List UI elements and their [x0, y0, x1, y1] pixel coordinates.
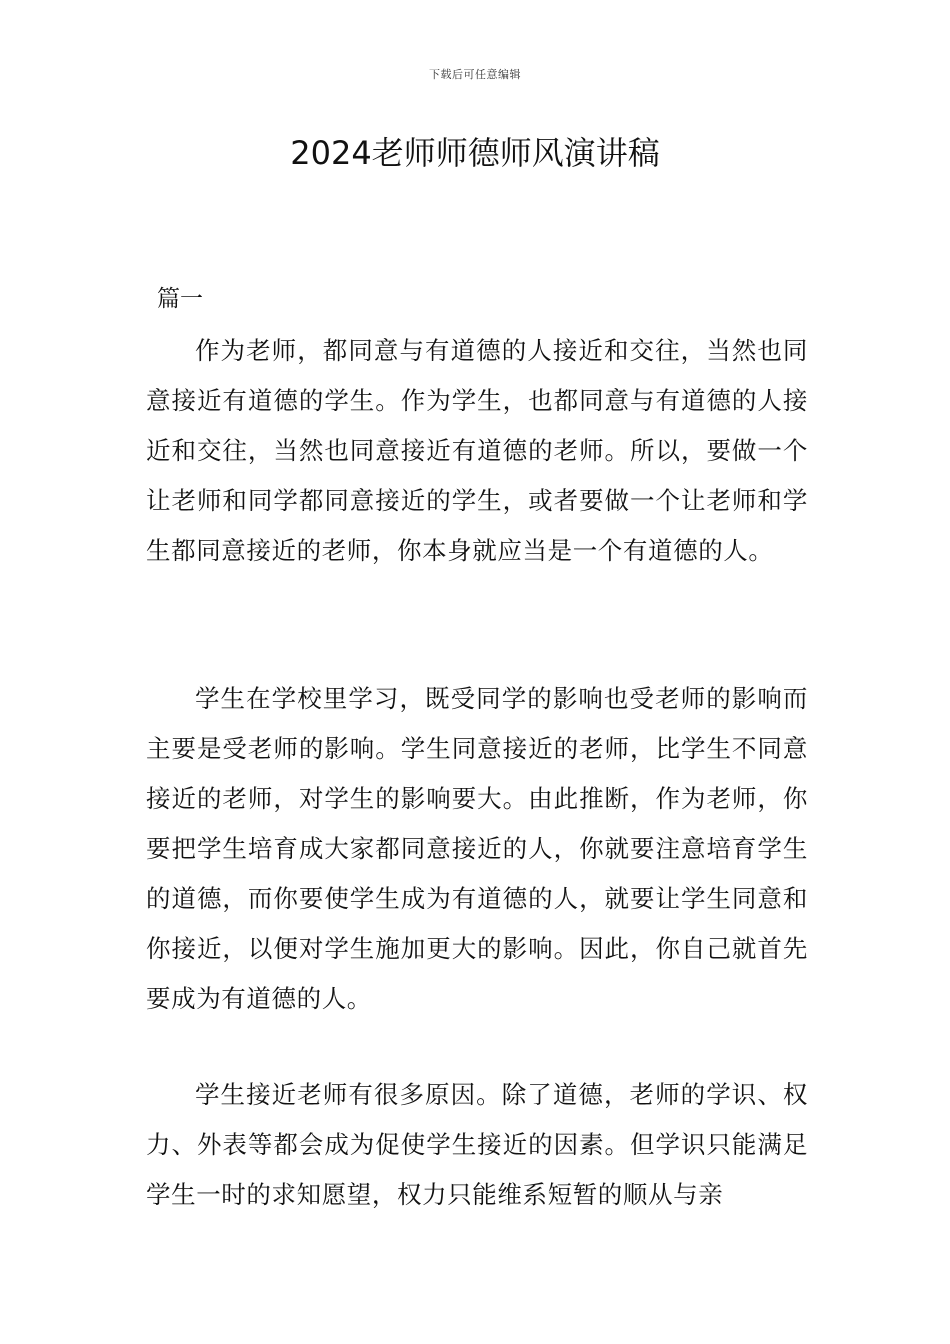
paragraph-2: 学生在学校里学习，既受同学的影响也受老师的影响而主要是受老师的影响。学生同意接近的老师，比学生不同意接近的老师，对学生的影响要大。由此推断，作为老师，你要把学生培育成大家都同意接近的人，你就要注意培育学生的道德，而你要使学生成为有道德的人，就要让学生同意和你接近，以便对学生施加更大的影响。因此，你自己就首先要成为有道德的人。: [146, 684, 808, 1013]
section-label: 篇一: [157, 286, 203, 312]
paragraph-1: 作为老师，都同意与有道德的人接近和交往，当然也同意接近有道德的学生。作为学生，也都同意与有道德的人接近和交往，当然也同意接近有道德的老师。所以，要做一个让老师和同学都同意接近的学生，或者要做一个让老师和学生都同意接近的老师，你本身就应当是一个有道德的人。: [146, 336, 808, 565]
page-title: 2024老师师德师风演讲稿: [290, 134, 660, 172]
paragraph-3: 学生接近老师有很多原因。除了道德，老师的学识、权力、外表等都会成为促使学生接近的因素。但学识只能满足学生一时的求知愿望，权力只能维系短暂的顺从与亲: [146, 1080, 808, 1209]
header-note: 下载后可任意编辑: [429, 68, 521, 81]
